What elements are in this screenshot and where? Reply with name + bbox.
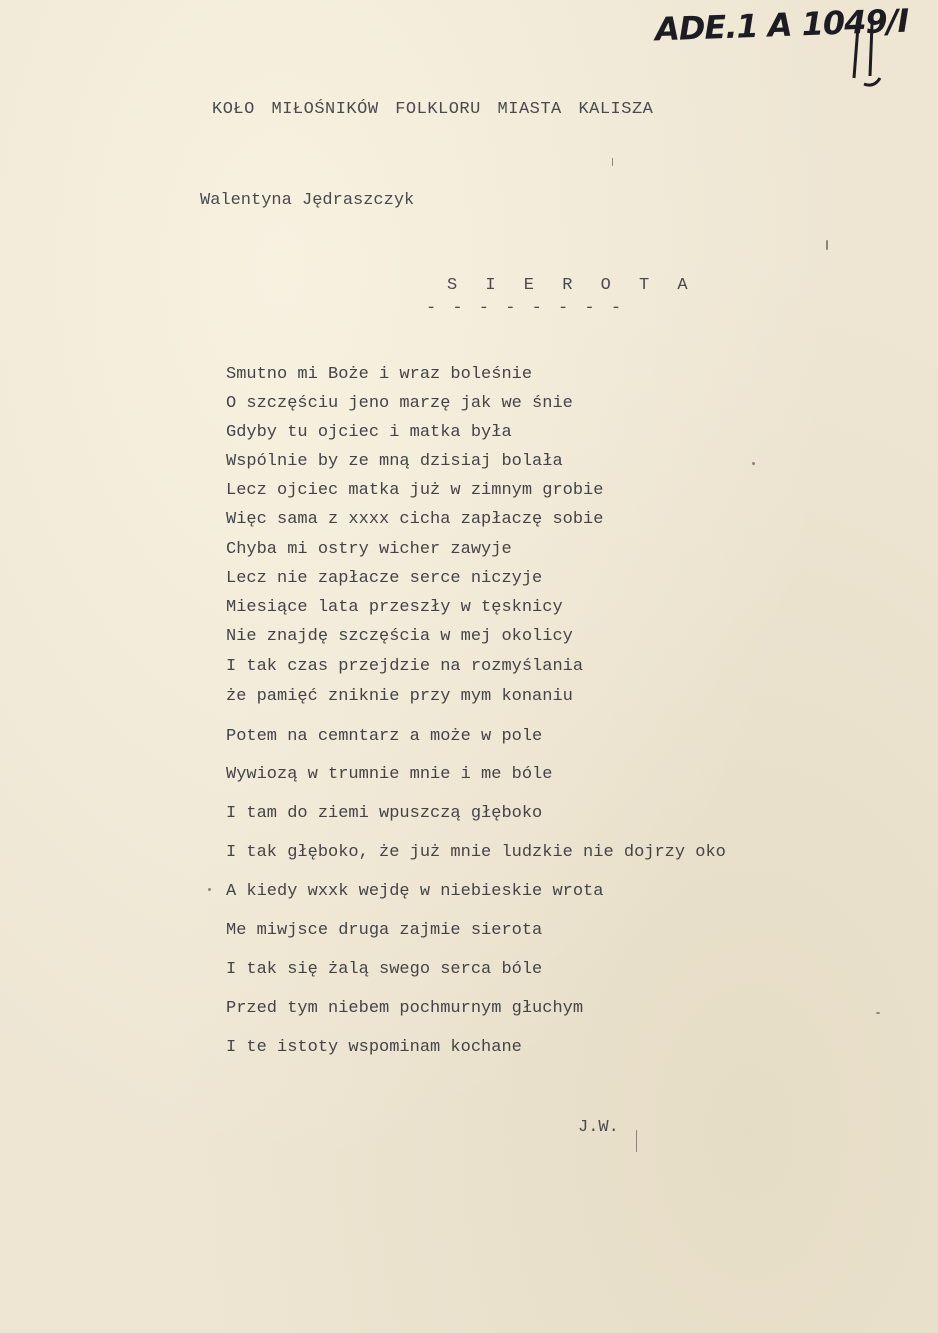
poem-line: Lecz ojciec matka już w zimnym grobie: [226, 481, 604, 500]
poem-line: Więc sama z xxxx cicha zapłaczę sobie: [226, 510, 604, 529]
handwritten-tick-icon: [850, 18, 890, 88]
paper-speck: [752, 462, 755, 465]
poem-line: I te istoty wspominam kochane: [226, 1038, 522, 1057]
paper-speck: [876, 1012, 880, 1014]
poem-line: Wspólnie by ze mną dzisiaj bolała: [226, 452, 563, 471]
poem-line: I tam do ziemi wpuszczą głęboko: [226, 804, 543, 823]
poem-line: Nie znajdę szczęścia w mej okolicy: [226, 627, 573, 646]
poem-line: Smutno mi Boże i wraz boleśnie: [226, 365, 533, 384]
poem-line: O szczęściu jeno marzę jak we śnie: [226, 394, 573, 413]
poem-line: Przed tym niebem pochmurnym głuchym: [226, 999, 584, 1018]
poem-line: A kiedy wxxk wejdę w niebieskie wrota: [226, 882, 604, 901]
poem-line: Me miwjsce druga zajmie sierota: [226, 921, 543, 940]
poem-line: I tak głęboko, że już mnie ludzkie nie dojrzy oko: [226, 843, 726, 862]
author-name: Walentyna Jędraszczyk: [200, 191, 415, 210]
poem-line: Miesiące lata przeszły w tęsknicy: [226, 598, 563, 617]
archive-reference-mark: ADE.1 A 1049/I: [654, 1, 909, 49]
poem-title: S I E R O T A: [447, 276, 697, 295]
paper-speck: [208, 888, 211, 891]
poem-line: Wywiozą w trumnie mnie i me bóle: [226, 765, 553, 784]
poem-line: Gdyby tu ojciec i matka była: [226, 423, 512, 442]
paper-speck: [826, 240, 828, 250]
paper-speck: [636, 1130, 637, 1152]
title-underline: - - - - - - - -: [426, 299, 625, 318]
paper-speck: [612, 158, 613, 166]
organization-header: KOŁO MIŁOŚNIKÓW FOLKLORU MIASTA KALISZA: [212, 100, 654, 119]
signature-initials: J.W.: [578, 1118, 619, 1137]
poem-line: I tak się żalą swego serca bóle: [226, 960, 543, 979]
poem-line: że pamięć zniknie przy mym konaniu: [226, 687, 573, 706]
poem-line: Lecz nie zapłacze serce niczyje: [226, 569, 543, 588]
poem-line: Chyba mi ostry wicher zawyje: [226, 540, 512, 559]
poem-line: I tak czas przejdzie na rozmyślania: [226, 657, 584, 676]
poem-line: Potem na cemntarz a może w pole: [226, 727, 543, 746]
